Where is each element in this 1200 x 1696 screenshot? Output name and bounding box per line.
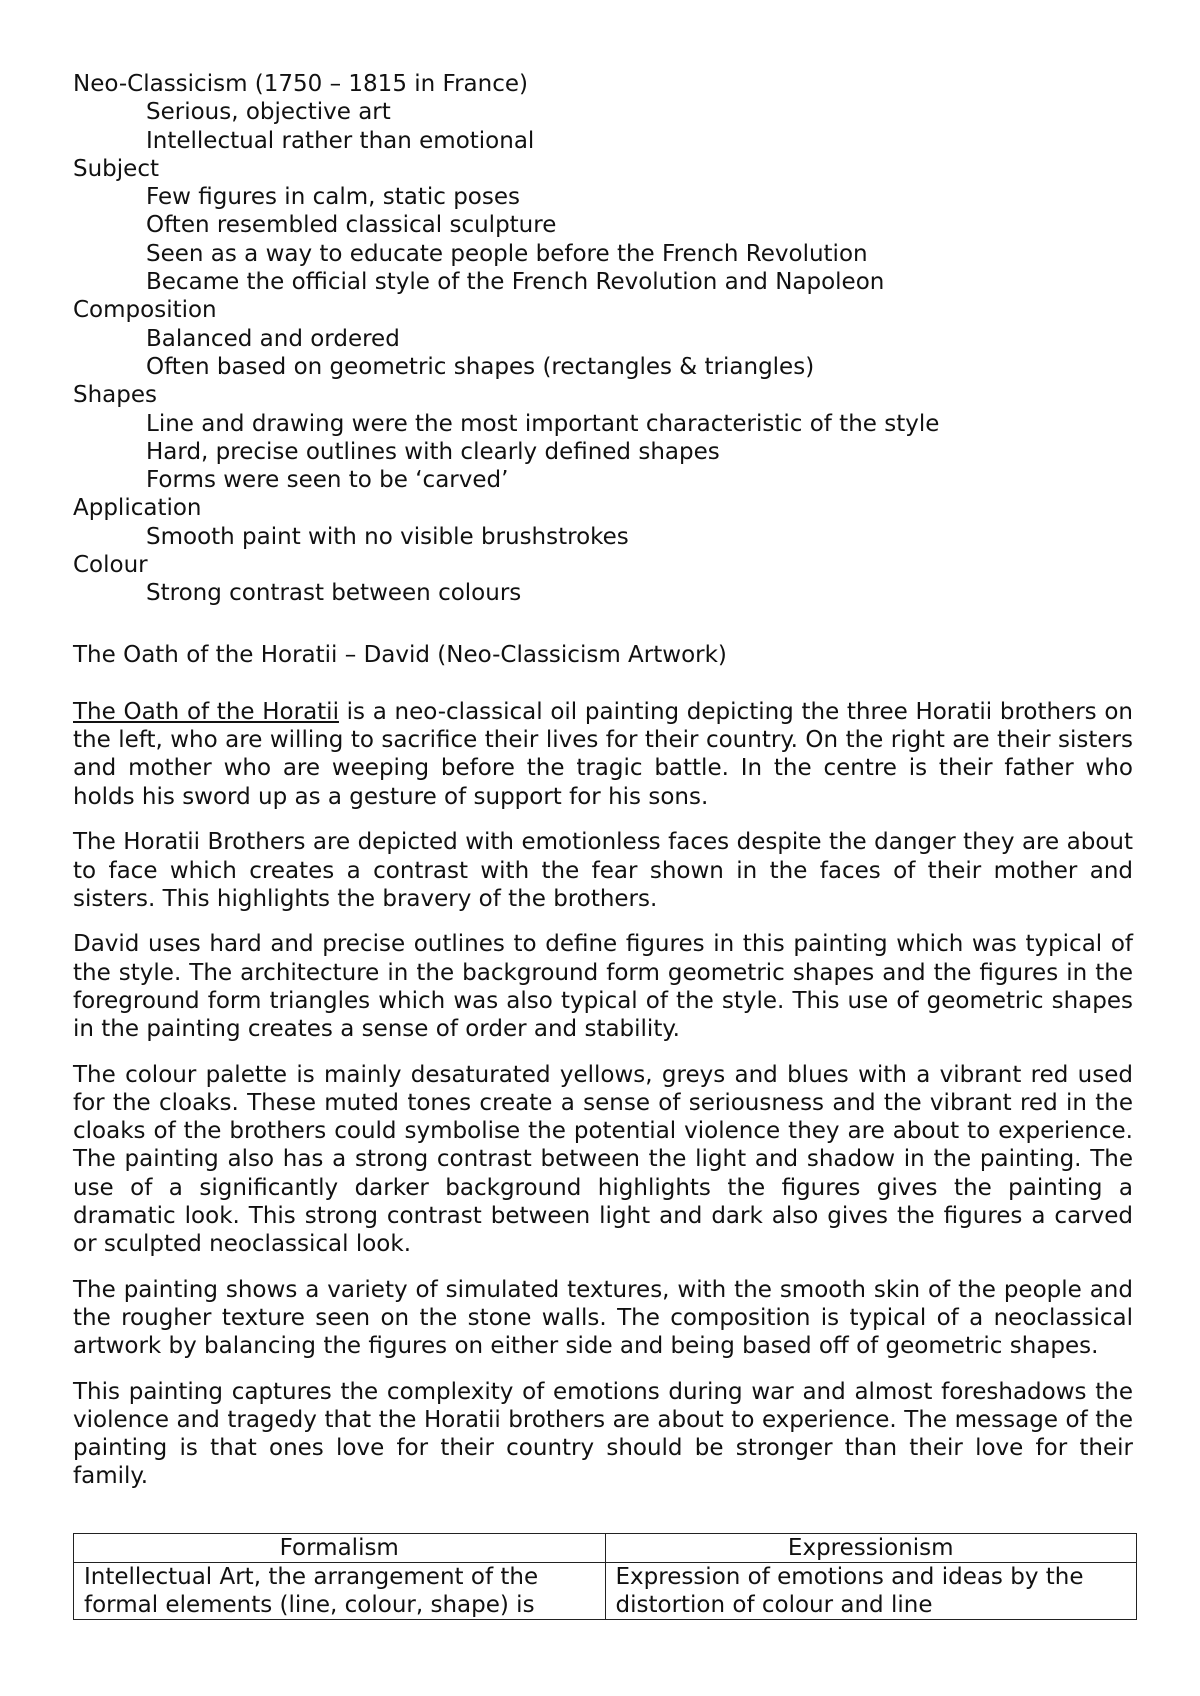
outline-item: Strong contrast between colours [146,580,522,607]
outline-item: Became the official style of the French Revolution and Napoleon [146,269,885,296]
outline-heading: Subject [73,155,159,182]
paragraph-texture: The painting shows a variety of simulated textures, with the smooth skin of the people and the rougher texture seen on the stone walls. The composition is typical of a neoclassical artwork by balancing the figures on either side and being based off of geometric shapes. [73,1276,1133,1360]
paragraph-intro-text: is a neo-classical oil painting depicting the three Horatii brothers on the left, who are willing to sacrifice their lives for their country. On the right are their sisters and mother who are weeping before the tragic battle. In the centre is their father who holds his sword up as a gesture of support for his sons. [73,699,1133,810]
painting-title-underlined: The Oath of the Horatii [73,699,339,725]
outline-heading: Application [73,495,202,522]
outline-item: Serious, objective art [146,99,391,126]
table-row [74,1563,1137,1620]
essay-body [73,698,1133,1508]
outline-item: Seen as a way to educate people before the French Revolution [146,240,868,267]
outline-item: Often based on geometric shapes (rectangles & triangles) [146,353,815,380]
table-header-row [74,1534,1137,1563]
table-cell-formalism: Intellectual Art, the arrangement of the formal elements (line, colour, shape) is [74,1563,606,1620]
outline-item: Few figures in calm, static poses [146,184,520,211]
comparison-table [73,1533,1137,1620]
outline-heading: Composition [73,297,217,324]
outline-heading: Neo-Classicism (1750 – 1815 in France) [73,71,528,97]
table-header-expressionism: Expressionism [605,1534,1137,1563]
paragraph-outlines: David uses hard and precise outlines to define figures in this painting which was typical of the style. The architecture in the background form geometric shapes and the figures in the foreground form triangles which was also typical of the style. This use of geometric shapes in the painting creates a sense of order and stability. [73,931,1133,1043]
paragraph-brothers: The Horatii Brothers are depicted with emotionless faces despite the danger they are about to face which creates a contrast with the fear shown in the faces of their mother and sisters. This highlights the bravery of the brothers. [73,829,1133,912]
style-outline [73,70,1133,608]
table-cell-expressionism: Expression of emotions and ideas by the distortion of colour and line [605,1563,1137,1620]
outline-item: Line and drawing were the most important characteristic of the style [146,410,940,437]
outline-item: Intellectual rather than emotional [146,127,535,154]
outline-heading: Colour [73,552,148,579]
outline-item: Often resembled classical sculpture [146,212,557,239]
outline-heading: Shapes [73,382,158,409]
outline-item: Forms were seen to be ‘carved’ [146,467,509,494]
outline-item: Hard, precise outlines with clearly defined shapes [146,438,720,465]
outline-item: Smooth paint with no visible brushstrokes [146,523,629,550]
table-header-formalism: Formalism [74,1534,606,1563]
paragraph-intro [73,698,1133,811]
paragraph-message: This painting captures the complexity of emotions during war and almost foreshadows the violence and tragedy that the Horatii brothers are about to experience. The message of the painting is that ones love for their country should be stronger than their love for their family. [73,1378,1133,1490]
artwork-title: The Oath of the Horatii – David (Neo-Classicism Artwork) [73,642,727,668]
outline-item: Balanced and ordered [146,325,400,352]
paragraph-colour: The colour palette is mainly desaturated yellows, greys and blues with a vibrant red used for the cloaks. These muted tones create a sense of seriousness and the vibrant red in the cloaks of the brothers could symbolise the potential violence they are about to experience. The painting also has a strong contrast between the light and shadow in the painting. The use of a significantly darker background highlights the figures gives the painting a dramatic look. This strong contrast between light and dark also gives the figures a carved or sculpted neoclassical look. [73,1061,1133,1257]
